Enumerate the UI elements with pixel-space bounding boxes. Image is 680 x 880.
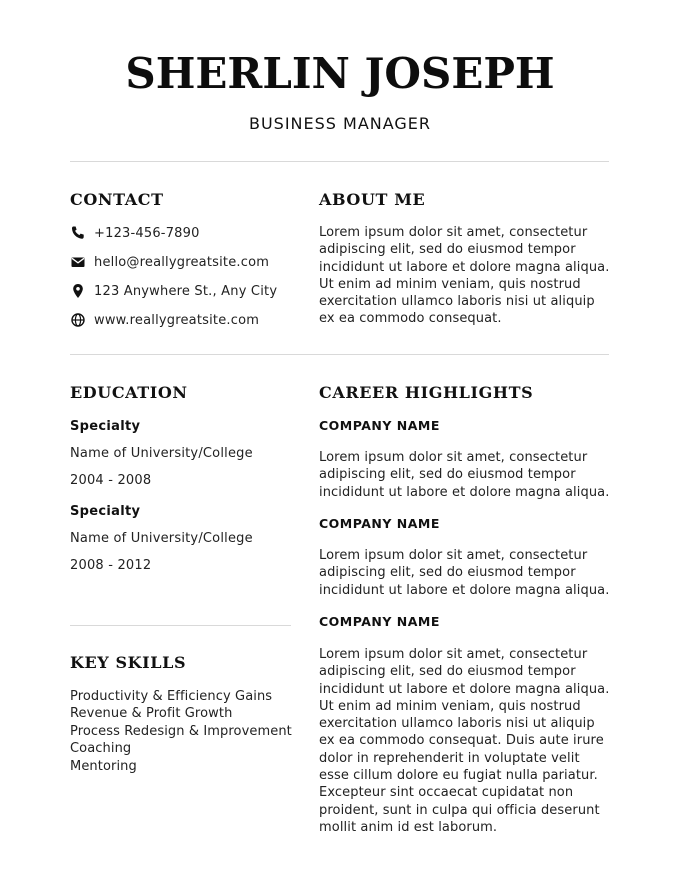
education-specialty: Specialty: [70, 504, 141, 519]
contact-email: [70, 252, 269, 272]
globe-icon: [70, 312, 86, 328]
skill-item: Productivity & Efficiency Gains: [70, 689, 273, 704]
section-divider: [70, 354, 609, 355]
phone-icon: [70, 225, 86, 241]
contact-email-text: hello@reallygreatsite.com: [94, 254, 270, 270]
career-heading: CAREER HIGHLIGHTS: [319, 383, 534, 402]
skill-item: Mentoring: [70, 758, 137, 774]
contact-address: [70, 281, 277, 301]
contact-phone-text: +123-456-7890: [94, 225, 200, 241]
contact-website-text: www.reallygreatsite.com: [94, 312, 260, 328]
skills-heading: KEY SKILLS: [70, 653, 187, 672]
about-heading: ABOUT ME: [319, 190, 426, 209]
career-company: COMPANY NAME: [319, 614, 440, 629]
contact-website: [70, 310, 259, 330]
education-school: Name of University/College: [70, 446, 253, 461]
career-description: Lorem ipsum dolor sit amet, consectetur adipiscing elit, sed do eiusmod tempor incididunt ut labore et dolore magna aliqua. Ut enim ad minim veniam, quis nostrud exercitation ullamco laboris nisi ut aliquip ex ea commodo consequat. Duis aute irure dolor in reprehenderit in voluptate velit esse cillum dolore eu fugiat nulla pariatur. Excepteur sint occaecat cupidatat non proident, sunt in culpa qui officia deserunt mollit anim id est laborum.: [319, 647, 610, 835]
skill-item: Process Redesign & Improvement: [70, 723, 292, 739]
education-divider: [70, 625, 291, 626]
contact-heading: CONTACT: [70, 190, 164, 209]
education-years: 2008 - 2012: [70, 558, 152, 573]
header-divider: [70, 161, 609, 162]
skill-item: Coaching: [70, 741, 132, 757]
education-specialty: Specialty: [70, 419, 141, 434]
education-heading: EDUCATION: [70, 383, 188, 402]
education-years: 2004 - 2008: [70, 473, 152, 488]
career-company: COMPANY NAME: [319, 418, 440, 433]
skill-item: Revenue & Profit Growth: [70, 706, 233, 722]
mail-icon: [70, 254, 86, 270]
contact-address-text: 123 Anywhere St., Any City: [94, 283, 278, 299]
career-description: Lorem ipsum dolor sit amet, consectetur adipiscing elit, sed do eiusmod tempor incididunt ut labore et dolore magna aliqua.: [319, 548, 610, 598]
career-company: COMPANY NAME: [319, 516, 440, 531]
skills-list: [70, 688, 300, 775]
education-school: Name of University/College: [70, 531, 253, 546]
contact-phone: [70, 223, 200, 243]
about-text: Lorem ipsum dolor sit amet, consectetur adipiscing elit, sed do eiusmod tempor incididunt ut labore et dolore magna aliqua. Ut enim ad minim veniam, quis nostrud exercitation ullamco laboris nisi ut aliquip ex ea commodo consequat.: [319, 225, 610, 327]
job-title: BUSINESS MANAGER: [248, 114, 432, 133]
career-description: Lorem ipsum dolor sit amet, consectetur adipiscing elit, sed do eiusmod tempor incididunt ut labore et dolore magna aliqua.: [319, 450, 610, 500]
resume-name: SHERLIN JOSEPH: [125, 49, 555, 98]
location-pin-icon: [70, 283, 86, 299]
